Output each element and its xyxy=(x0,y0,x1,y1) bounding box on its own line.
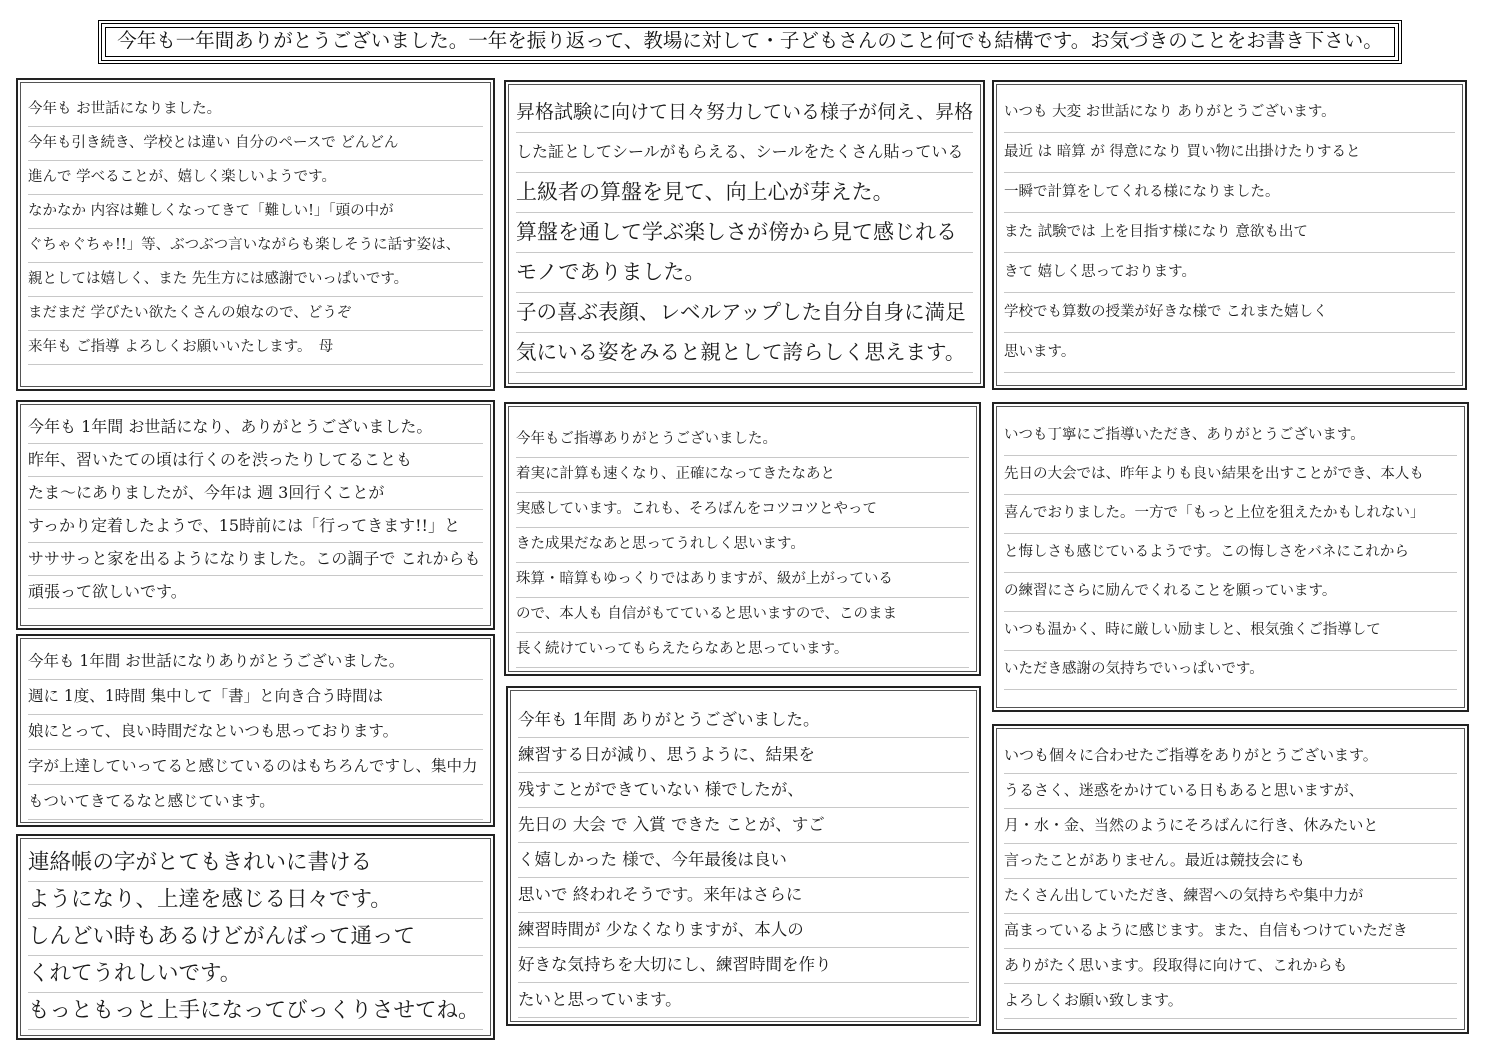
comment-line: 高まっているように感じます。また、自信もつけていただき xyxy=(1004,915,1457,949)
comment-line: なかなか 内容は難しくなってきて「難しい!」「頭の中が xyxy=(28,196,483,229)
comment-line: 進んで 学べることが、嬉しく楽しいようです。 xyxy=(28,162,483,195)
comment-line: しんどい時もあるけどがんばって通って xyxy=(28,920,483,956)
comment-line: また 試験では 上を目指す様になり 意欲も出て xyxy=(1004,214,1455,253)
comment-line: 練習する日が減り、思うように、結果を xyxy=(518,739,969,773)
comment-card xyxy=(506,686,981,1026)
comment-line: 学校でも算数の授業が好きな様で これまた嬉しく xyxy=(1004,294,1455,333)
comment-card xyxy=(992,724,1469,1034)
comment-line: ので、本人も 自信がもてていると思いますので、このまま xyxy=(516,599,969,633)
comment-line: 算盤を通して学ぶ楽しさが傍から見て感じれる xyxy=(516,214,973,253)
comment-line: 先日の 大会 で 入賞 できた ことが、すご xyxy=(518,809,969,843)
comment-line: 頑張って欲しいです。 xyxy=(28,577,483,609)
comment-card xyxy=(16,834,495,1040)
comment-line: 今年も 1年間 お世話になりありがとうございました。 xyxy=(28,646,483,680)
comment-line: モノでありました。 xyxy=(516,254,973,293)
comment-line: 実感しています。これも、そろばんをコツコツとやって xyxy=(516,494,969,528)
comment-line: 今年も引き続き、学校とは違い 自分のペースで どんどん xyxy=(28,128,483,161)
comment-line: ぐちゃぐちゃ!!」等、ぶつぶつ言いながらも楽しそうに話す姿は、 xyxy=(28,230,483,263)
comment-line: 残すことができていない 様でしたが、 xyxy=(518,774,969,808)
comment-line: 昇格試験に向けて日々努力している様子が伺え、昇格 xyxy=(516,94,973,133)
comment-line: 子の喜ぶ表顔、レベルアップした自分自身に満足 xyxy=(516,294,973,333)
comment-line: 来年も ご指導 よろしくお願いいたします。 母 xyxy=(28,332,483,365)
comment-line: 週に 1度、1時間 集中して「書」と向き合う時間は xyxy=(28,681,483,715)
comment-line: いつも丁寧にご指導いただき、ありがとうございます。 xyxy=(1004,418,1457,456)
comment-line: の練習にさらに励んでくれることを願っています。 xyxy=(1004,574,1457,612)
comment-line: もついてきてるなと感じています。 xyxy=(28,786,483,820)
comment-line: 着実に計算も速くなり、正確になってきたなあと xyxy=(516,459,969,493)
comment-line: 連絡帳の字がとてもきれいに書ける xyxy=(28,846,483,882)
comment-card xyxy=(504,402,981,676)
comment-line: 思いで 終われそうです。来年はさらに xyxy=(518,879,969,913)
comment-line: 先日の大会では、昨年よりも良い結果を出すことができ、本人も xyxy=(1004,457,1457,495)
comment-line: 最近 は 暗算 が 得意になり 買い物に出掛けたりすると xyxy=(1004,134,1455,173)
comment-line: きた成果だなあと思ってうれしく思います。 xyxy=(516,529,969,563)
comment-line: 好きな気持ちを大切にし、練習時間を作り xyxy=(518,949,969,983)
comment-line: たくさん出していただき、練習への気持ちや集中力が xyxy=(1004,880,1457,914)
comment-line: くれてうれしいです。 xyxy=(28,957,483,993)
comment-card xyxy=(16,400,495,630)
comment-line: たま〜にありましたが、今年は 週 3回行くことが xyxy=(28,478,483,510)
comment-card xyxy=(504,80,985,388)
comment-line: 練習時間が 少なくなりますが、本人の xyxy=(518,914,969,948)
comment-line: 一瞬で計算をしてくれる様になりました。 xyxy=(1004,174,1455,213)
comment-line: く嬉しかった 様で、今年最後は良い xyxy=(518,844,969,878)
comment-line: 長く続けていってもらえたらなあと思っています。 xyxy=(516,634,969,668)
comment-line: 喜んでおりました。一方で「もっと上位を狙えたかもしれない」 xyxy=(1004,496,1457,534)
comment-line: と悔しさも感じているようです。この悔しさをバネにこれから xyxy=(1004,535,1457,573)
page-title: 今年も一年間ありがとうございました。一年を振り返って、教場に対して・子どもさんのこと何でも結構です。お気づきのことをお書き下さい。 xyxy=(98,20,1402,64)
comment-line: 字が上達していってると感じているのはもちろんですし、集中力 xyxy=(28,751,483,785)
comment-line: いつも 大変 お世話になり ありがとうございます。 xyxy=(1004,94,1455,133)
comment-line: うるさく、迷惑をかけている日もあると思いますが、 xyxy=(1004,775,1457,809)
comment-line: 昨年、習いたての頃は行くのを渋ったりしてることも xyxy=(28,445,483,477)
comment-line: よろしくお願い致します。 xyxy=(1004,985,1457,1019)
comment-card xyxy=(992,402,1469,712)
comment-line: 上級者の算盤を見て、向上心が芽えた。 xyxy=(516,174,973,213)
comment-line: 気にいる姿をみると親として誇らしく思えます。 xyxy=(516,334,973,373)
comment-line: ようになり、上達を感じる日々です。 xyxy=(28,883,483,919)
comment-card xyxy=(16,78,495,391)
comment-card xyxy=(992,80,1467,390)
comment-line: 娘にとって、良い時間だなといつも思っております。 xyxy=(28,716,483,750)
comment-line: ありがたく思います。段取得に向けて、これからも xyxy=(1004,950,1457,984)
comment-card xyxy=(16,634,495,827)
comment-line: 言ったことがありません。最近は競技会にも xyxy=(1004,845,1457,879)
comment-line: 今年も お世話になりました。 xyxy=(28,94,483,127)
comment-line: まだまだ 学びたい欲たくさんの娘なので、どうぞ xyxy=(28,298,483,331)
comment-line: 珠算・暗算もゆっくりではありますが、級が上がっている xyxy=(516,564,969,598)
comment-line: 思います。 xyxy=(1004,334,1455,373)
comment-line: いつも温かく、時に厳しい励ましと、根気強くご指導して xyxy=(1004,613,1457,651)
comment-line: きて 嬉しく思っております。 xyxy=(1004,254,1455,293)
comment-line: 今年も 1年間 ありがとうございました。 xyxy=(518,704,969,738)
comment-line: もっともっと上手になってびっくりさせてね。 xyxy=(28,994,483,1030)
comment-line: した証としてシールがもらえる、シールをたくさん貼っている xyxy=(516,134,973,173)
comment-line: たいと思っています。 xyxy=(518,984,969,1018)
comment-line: 親としては嬉しく、また 先生方には感謝でいっぱいです。 xyxy=(28,264,483,297)
comment-line: 今年も 1年間 お世話になり、ありがとうございました。 xyxy=(28,412,483,444)
comment-line: 今年もご指導ありがとうございました。 xyxy=(516,424,969,458)
comment-line: いただき感謝の気持ちでいっぱいです。 xyxy=(1004,652,1457,690)
comment-line: サササっと家を出るようになりました。この調子で これからも xyxy=(28,544,483,576)
comment-line: いつも個々に合わせたご指導をありがとうございます。 xyxy=(1004,740,1457,774)
comment-line: すっかり定着したようで、15時前には「行ってきます!!」と xyxy=(28,511,483,543)
comment-line: 月・水・金、当然のようにそろばんに行き、休みたいと xyxy=(1004,810,1457,844)
